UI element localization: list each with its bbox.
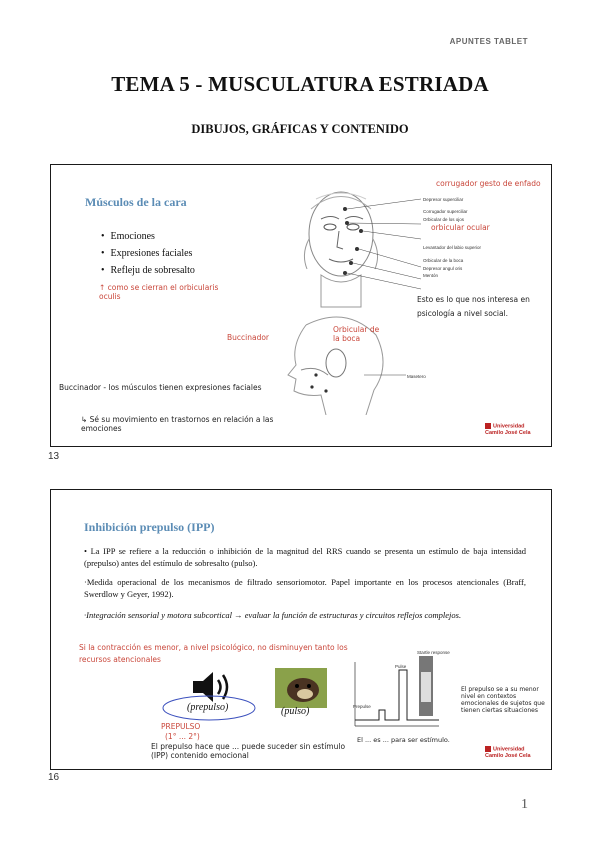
diagram-label: Depresor superciliar: [423, 197, 464, 202]
logo-mark-icon: [485, 746, 491, 752]
diagram-label: Mentón: [423, 273, 439, 278]
diagram-label: Levantador del labio superior: [423, 245, 482, 250]
bullet-item: • Expresiones faciales: [101, 248, 195, 259]
diagram-label: Depresor angul oris: [423, 266, 463, 271]
handwritten-note: PREPULSO: [161, 722, 201, 731]
slide-title: Inhibición prepulso (IPP): [84, 520, 215, 534]
university-logo: Universidad Camilo José Cela: [485, 746, 531, 759]
caption-pulse: (pulso): [281, 706, 310, 717]
paragraph: ·Medida operacional de los mecanismos de filtrado sensoriomotor. Papel importante en los procesos atencionales (Braff, Swerdlow y Geyer, 1992).: [84, 577, 526, 600]
face-anatomy-illustration: [281, 179, 421, 309]
handwritten-note: corrugador gesto de enfado: [436, 179, 541, 188]
header-tag: APUNTES TABLET: [449, 37, 528, 46]
graph-label: Pulse: [395, 664, 407, 669]
bullet-item: • Refleju de sobresalto: [101, 265, 195, 276]
handwritten-note: ↳ Sé su movimiento en trastornos en relación a las emociones: [81, 415, 274, 433]
document-title: TEMA 5 - MUSCULATURA ESTRIADA: [111, 72, 489, 96]
prepulse-circle: [159, 693, 259, 723]
diagram-label: Corrugador superciliar: [423, 209, 468, 214]
slide-muscles-of-face: [50, 164, 552, 447]
handwritten-note: El ... es ... para ser estímulo.: [357, 736, 450, 744]
diagram-label: Orbicular de los ojos: [423, 217, 465, 222]
diagram-label: Masetero: [407, 374, 426, 379]
handwritten-note: Si la contracción es menor, a nivel psicológico, no disminuyen tanto los recursos atencionales: [79, 643, 348, 664]
handwritten-note: Buccinador - los músculos tienen expresiones faciales: [59, 383, 262, 392]
sheet-number: 1: [521, 797, 528, 812]
handwritten-note: El prepulso hace que ... puede suceder sin estímulo (IPP) contenido emocional: [151, 742, 346, 760]
slide-title: Músculos de la cara: [85, 195, 187, 209]
paragraph: ·Integración sensorial y motora subcortical → evaluar la función de estructuras y circuitos reflejos complejos.: [84, 610, 462, 620]
graph-label: Startle response: [417, 650, 450, 655]
handwritten-note: Orbicular de la boca: [333, 325, 380, 343]
diagram-label: Orbicular de la boca: [423, 258, 464, 263]
handwritten-note: orbicular ocular: [431, 223, 490, 232]
handwritten-note: Buccinador: [227, 333, 270, 342]
paragraph: • La IPP se refiere a la reducción o inhibición de la magnitud del RRS cuando se presenta un estímulo de baja intensidad (prepulso) antes del estímulo de sobresalto (pulso).: [84, 546, 526, 569]
caption-prepulse: (prepulso): [187, 702, 229, 713]
logo-mark-icon: [485, 423, 491, 429]
university-logo: Universidad Camilo José Cela: [485, 423, 531, 436]
handwritten-note: ↑ como se cierran el orbicularis oculis: [99, 283, 219, 301]
bullet-item: • Emociones: [101, 231, 195, 242]
handwritten-note: (1° ... 2°): [165, 732, 200, 741]
barking-dog-image: [275, 668, 327, 708]
slide-prepulse-inhibition: [50, 489, 552, 770]
handwritten-note: Esto es lo que nos interesa en psicología a nivel social.: [417, 295, 530, 319]
bullet-list: [101, 231, 195, 282]
graph-label: Prepulse: [353, 704, 371, 709]
document-subtitle: DIBUJOS, GRÁFICAS Y CONTENIDO: [191, 122, 409, 136]
handwritten-note: El prepulso se a su menor nivel en contextos emocionales de sujetos que tienen ciertas situaciones: [461, 686, 545, 714]
slide-page-number: 13: [48, 451, 60, 462]
slide-page-number: 16: [48, 772, 60, 783]
side-head-illustration: [266, 305, 406, 415]
